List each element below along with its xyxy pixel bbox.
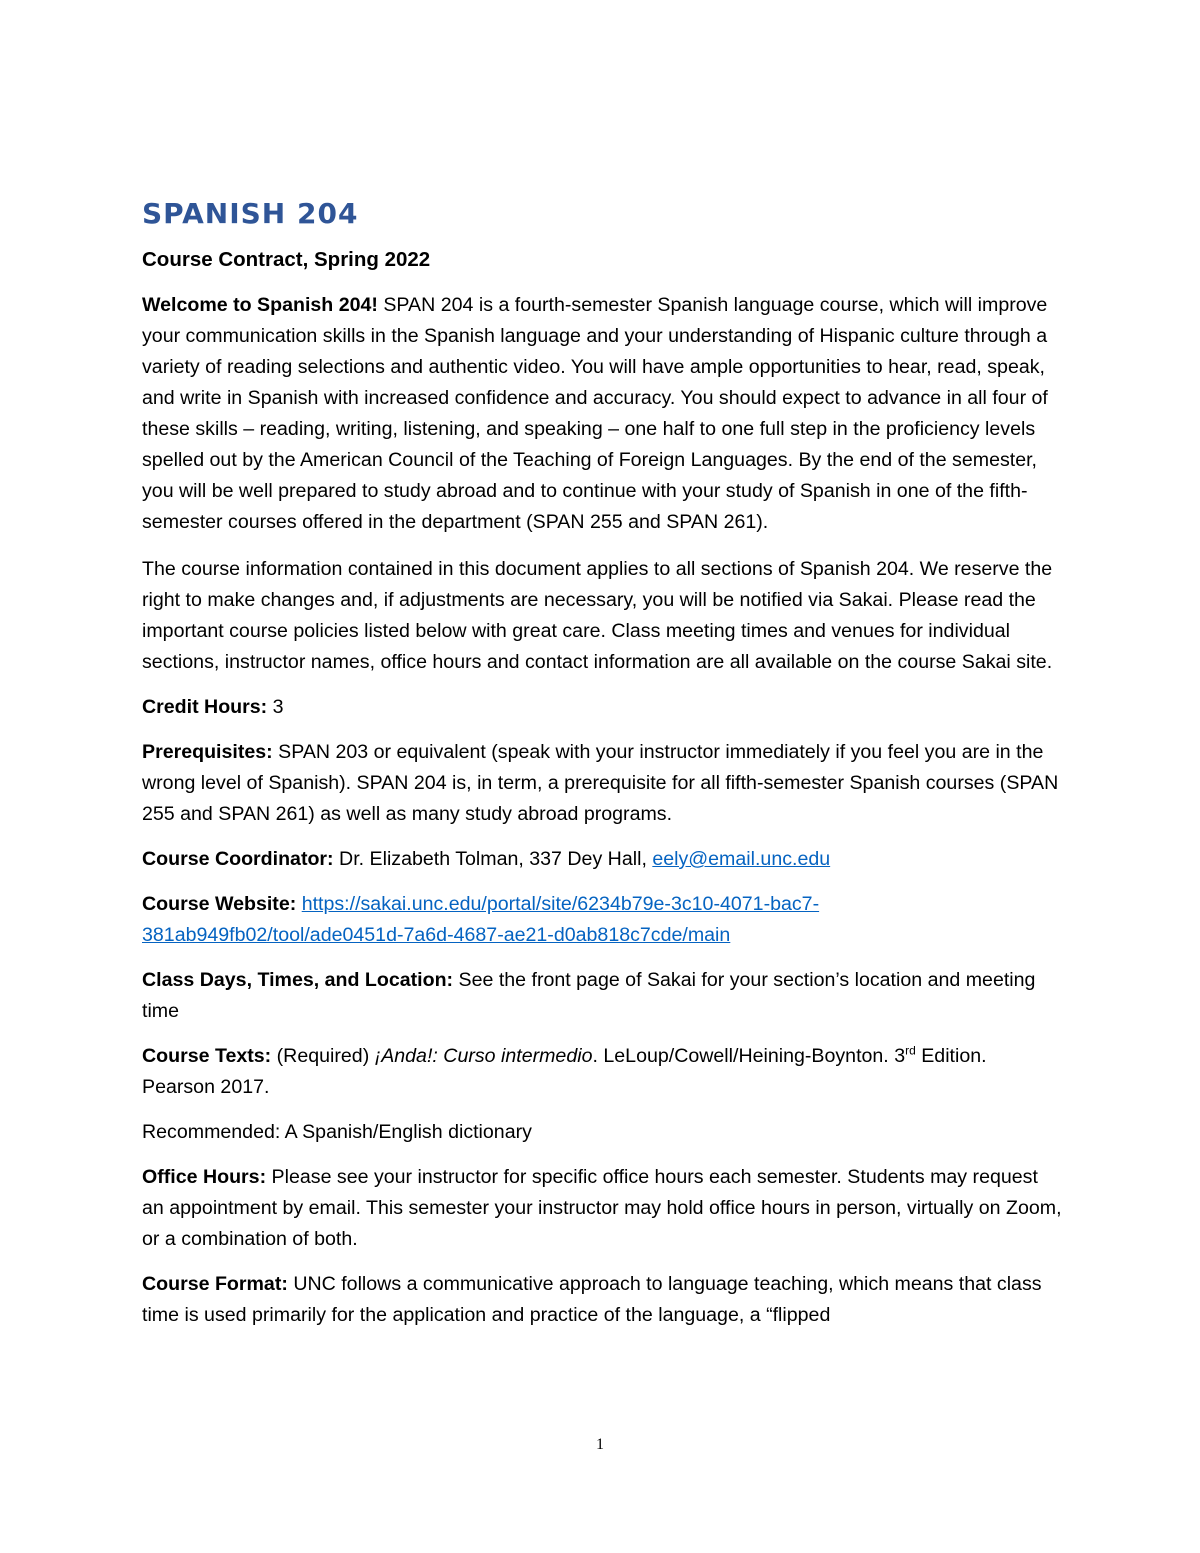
page-number: 1 bbox=[596, 1436, 604, 1453]
welcome-text: SPAN 204 is a fourth-semester Spanish language course, which will improve your communication skills in the Spanish language and your understanding of Hispanic culture through a variety of reading selections and authentic video. You will have ample opportunities to hear, read, speak, and write in Spanish with increased confidence and accuracy. You should expect to advance in all four of these skills – reading, writing, listening, and speaking – one half to one full step in the proficiency levels spelled out by the American Council of the Teaching of Foreign Languages. By the end of the semester, you will be well prepared to study abroad and to continue with your study of Spanish in one of the fifth-semester courses offered in the department (SPAN 255 and SPAN 261). bbox=[142, 294, 1048, 533]
credit-hours-value: 3 bbox=[267, 696, 284, 718]
website-paragraph bbox=[142, 889, 1062, 951]
credit-hours-label: Credit Hours: bbox=[142, 696, 268, 718]
course-texts-paragraph bbox=[142, 1041, 1062, 1103]
course-texts-end: Edition. Pearson 2017. bbox=[142, 1045, 987, 1098]
website-link-line2[interactable]: 381ab949fb02/tool/ade0451d-7a6d-4687-ae21-d0ab818c7cde/main bbox=[142, 924, 731, 946]
document-subtitle: Course Contract, Spring 2022 bbox=[142, 248, 431, 271]
prerequisites-label: Prerequisites: bbox=[142, 741, 273, 763]
prerequisites-text: SPAN 203 or equivalent (speak with your instructor immediately if you feel you are in the wrong level of Spanish). SPAN 204 is, in term, a prerequisite for all fifth-semester Spanish courses (SPAN 255 and SPAN 261) as well as many study abroad programs. bbox=[142, 741, 1059, 825]
course-format-label: Course Format: bbox=[142, 1273, 288, 1295]
office-hours-text: Please see your instructor for specific office hours each semester. Students may request an appointment by email. This semester your instructor may hold office hours in person, virtually on Zoom, or a combination of both. bbox=[142, 1166, 1062, 1250]
website-link-line1[interactable]: https://sakai.unc.edu/portal/site/6234b79e-3c10-4071-bac7- bbox=[301, 893, 820, 915]
prerequisites-paragraph bbox=[142, 737, 1062, 830]
office-hours-label: Office Hours: bbox=[142, 1166, 267, 1188]
class-days-label: Class Days, Times, and Location: bbox=[142, 969, 454, 991]
document-title: SPANISH 204 bbox=[142, 197, 359, 230]
coordinator-text: Dr. Elizabeth Tolman, 337 Dey Hall, bbox=[333, 848, 653, 870]
course-texts-after: . LeLoup/Cowell/Heining-Boynton. 3 bbox=[592, 1045, 906, 1067]
office-hours-paragraph bbox=[142, 1162, 1062, 1255]
course-texts-before: (Required) bbox=[271, 1045, 375, 1067]
coordinator-email-link[interactable]: eely@email.unc.edu bbox=[652, 848, 831, 870]
class-days-paragraph bbox=[142, 965, 1062, 1027]
welcome-paragraph bbox=[142, 290, 1062, 538]
recommended-paragraph: Recommended: A Spanish/English dictionary bbox=[142, 1121, 532, 1143]
course-texts-label: Course Texts: bbox=[142, 1045, 272, 1067]
document-body bbox=[142, 196, 1062, 1345]
course-format-paragraph bbox=[142, 1269, 1062, 1331]
coordinator-paragraph bbox=[142, 844, 1062, 875]
website-label: Course Website: bbox=[142, 893, 297, 915]
coordinator-label: Course Coordinator: bbox=[142, 848, 334, 870]
edition-superscript: rd bbox=[905, 1043, 916, 1058]
course-book-title: ¡Anda!: Curso intermedio bbox=[374, 1045, 593, 1067]
credit-hours-paragraph bbox=[142, 692, 1062, 723]
class-days-text: See the front page of Sakai for your section’s location and meeting time bbox=[142, 969, 1036, 1022]
course-format-text: UNC follows a communicative approach to language teaching, which means that class time is used primarily for the application and practice of the language, a “flipped bbox=[142, 1273, 1042, 1326]
info-paragraph: The course information contained in this document applies to all sections of Spanish 204. We reserve the right to make changes and, if adjustments are necessary, you will be notified via Sakai. Please read the important course policies listed below with great care. Class meeting times and venues for individual sections, instructor names, office hours and contact information are all available on the course Sakai site. bbox=[142, 558, 1053, 673]
welcome-label: Welcome to Spanish 204! bbox=[142, 294, 378, 316]
